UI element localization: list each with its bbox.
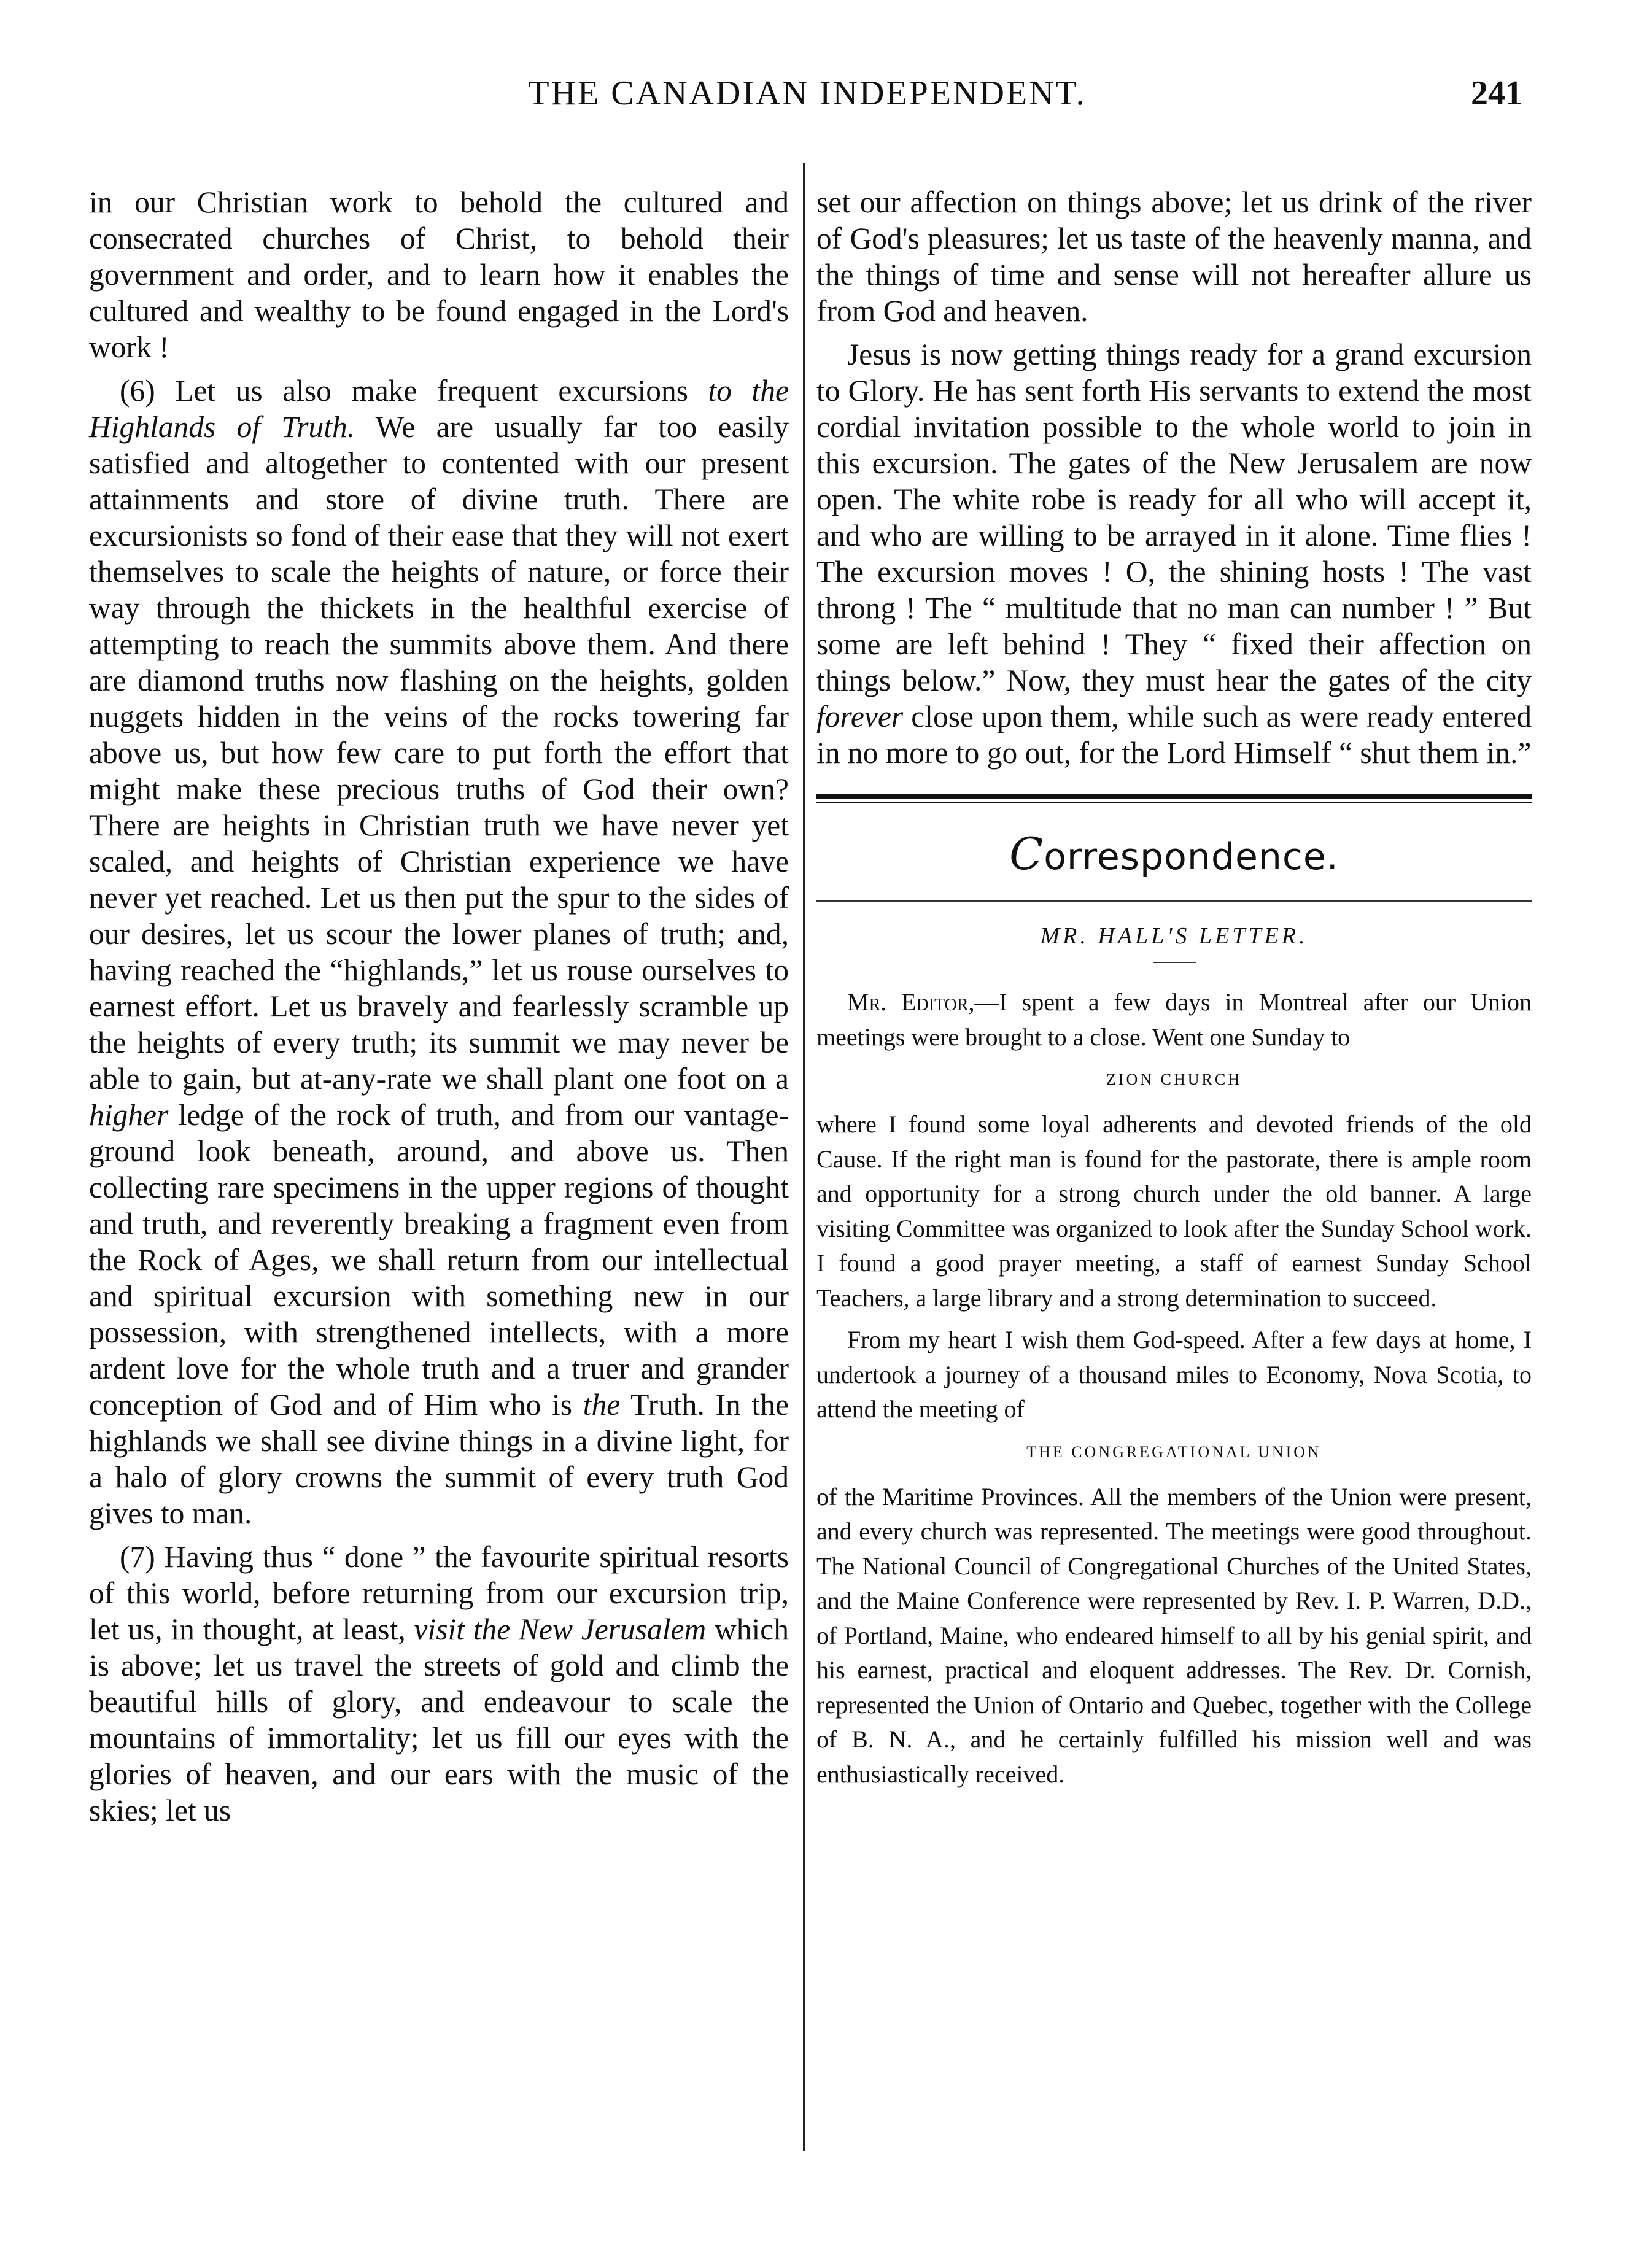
- letter-paragraph: [816, 985, 1532, 1055]
- paragraph-continued: in our Christian work to behold the cultured and consecrated churches of Christ, to behold their government and order, and to learn how it enables the cultured and wealthy to be found engaged in the Lord's work !: [89, 185, 789, 364]
- text-run: which is above; let us travel the streets of gold and climb the beautiful hills of glory, and endeavour to scale the mountains of immortality; let us fill our eyes with the glories of heaven, and our ears with the music of the skies; let us: [89, 1612, 789, 1827]
- paragraph-excursion-glory: [816, 336, 1532, 771]
- text-run: close upon them, while such as were ready entered in no more to go out, for the Lord Himself “ shut them in.”: [816, 700, 1532, 770]
- text-run: (6) Let us also make frequent excursions: [120, 374, 708, 408]
- italic-run: higher: [89, 1098, 169, 1132]
- ornate-initial: C: [1009, 828, 1044, 880]
- letter-title: MR. HALL'S LETTER.: [1040, 923, 1308, 949]
- subheading-zion-church: ZION CHURCH: [1106, 1070, 1242, 1088]
- letter-title-rule: [1153, 962, 1196, 963]
- page-number: 241: [1471, 74, 1522, 112]
- section-title: [816, 828, 1532, 880]
- column-divider: [803, 163, 805, 2151]
- letter-paragraph: where I found some loyal adherents and devoted friends of the old Cause. If the right man is found for the pastorate, there is ample room and opportunity for a strong church under the old banner. A large visiting Committee was organized to look after the Sunday School work. I found a good prayer meeting, a staff of earnest Sunday School Teachers, a large library and a strong determination to succeed.: [816, 1110, 1532, 1312]
- section-divider: [816, 794, 1532, 803]
- italic-run: the: [583, 1388, 621, 1422]
- salutation: Mr. Editor,: [847, 988, 975, 1016]
- letter-paragraph: From my heart I wish them God-speed. After a few days at home, I undertook a journey of a thousand miles to Economy, Nova Scotia, to attend the meeting of: [816, 1326, 1532, 1423]
- right-column: [816, 184, 1532, 1792]
- text-run: ledge of the rock of truth, and from our vantage-ground look beneath, around, and above us. Then collecting rare specimens in the upper regions of thought and truth, and reverently breaking a fragment even from the Rock of Ages, we shall return from our intellectual and spiritual excursion with something new in our possession, with strengthened intellects, with a more ardent love for the whole truth and a truer and grander conception of God and of Him who is: [89, 1098, 789, 1422]
- paragraph-highlands: [89, 373, 789, 1531]
- text-run: Truth. In the highlands we shall see divine things in a divine light, for a halo of glory crowns the summit of every truth God gives to man.: [89, 1388, 789, 1530]
- divider-thin-line: [816, 802, 1532, 803]
- italic-run: visit the New Jerusalem: [414, 1612, 707, 1646]
- italic-run: forever: [816, 700, 904, 733]
- paragraph-affection: set our affection on things above; let us drink of the river of God's pleasures; let us taste of the heavenly manna, and the things of time and sense will not hereafter allure us from God and heaven.: [816, 185, 1532, 328]
- running-title: THE CANADIAN INDEPENDENT.: [528, 74, 1087, 112]
- text-run: (7) Having thus “ done ” the favourite spiritual resorts of this world, before returning from our excursion trip, let us, in thought, at least,: [89, 1540, 789, 1646]
- divider-thick-line: [816, 794, 1532, 799]
- letter-paragraph: of the Maritime Provinces. All the members of the Union were present, and every church was represented. The meetings were good throughout. The National Council of Congregational Churches of the United States, and the Maine Conference were represented by Rev. I. P. Warren, D.D., of Portland, Maine, who endeared himself to all by his genial spirit, and his earnest, practical and eloquent addresses. The Rev. Dr. Cornish, represented the Union of Ontario and Quebec, together with the College of B. N. A., and he certainly fulfilled his mission well and was enthusiastically received.: [816, 1482, 1532, 1788]
- text-run: We are usually far too easily satisfied and altogether to contented with our present attainments and store of divine truth. There are excursionists so fond of their ease that they will not exert themselves to scale the heights of nature, or force their way through the thickets in the healthful exercise of attempting to reach the summits above them. And there are diamond truths now flashing on the heights, golden nuggets hidden in the veins of the rocks towering far above us, but how few care to put forth the effort that might make these precious truths of God their own? There are heights in Christian truth we have never yet scaled, and heights of Christian experience we have never yet reached. Let us then put the spur to the sides of our desires, let us scour the lower planes of truth; and, having reached the “highlands,” let us rouse ourselves to earnest effort. Let us bravely and fearlessly scramble up the heights of every truth; its summit we may never be able to gain, but at-any-rate we shall plant one foot on a: [89, 410, 789, 1096]
- section-title-text: orrespondence.: [1044, 835, 1339, 878]
- page-header: [92, 74, 1522, 129]
- text-run: —I spent a few days in Montreal after our Union meetings were brought to a close. Went one Sunday to: [816, 988, 1532, 1051]
- section-title-rule: [816, 900, 1532, 902]
- subheading-congregational-union: THE CONGREGATIONAL UNION: [1026, 1442, 1322, 1461]
- left-column: [89, 184, 789, 1829]
- paragraph-new-jerusalem: [89, 1539, 789, 1829]
- italic-run: to the Highlands of Truth.: [89, 374, 789, 444]
- text-run: Jesus is now getting things ready for a grand excursion to Glory. He has sent forth His servants to extend the most cordial invitation possible to the whole world to join in this excursion. The gates of the New Jerusalem are now open. The white robe is ready for all who will accept it, and who are willing to be arrayed in it alone. Time flies ! The excursion moves ! O, the shining hosts ! The vast throng ! The “ multitude that no man can number ! ” But some are left behind ! They “ fixed their affection on things below.” Now, they must hear the gates of the city: [816, 338, 1532, 697]
